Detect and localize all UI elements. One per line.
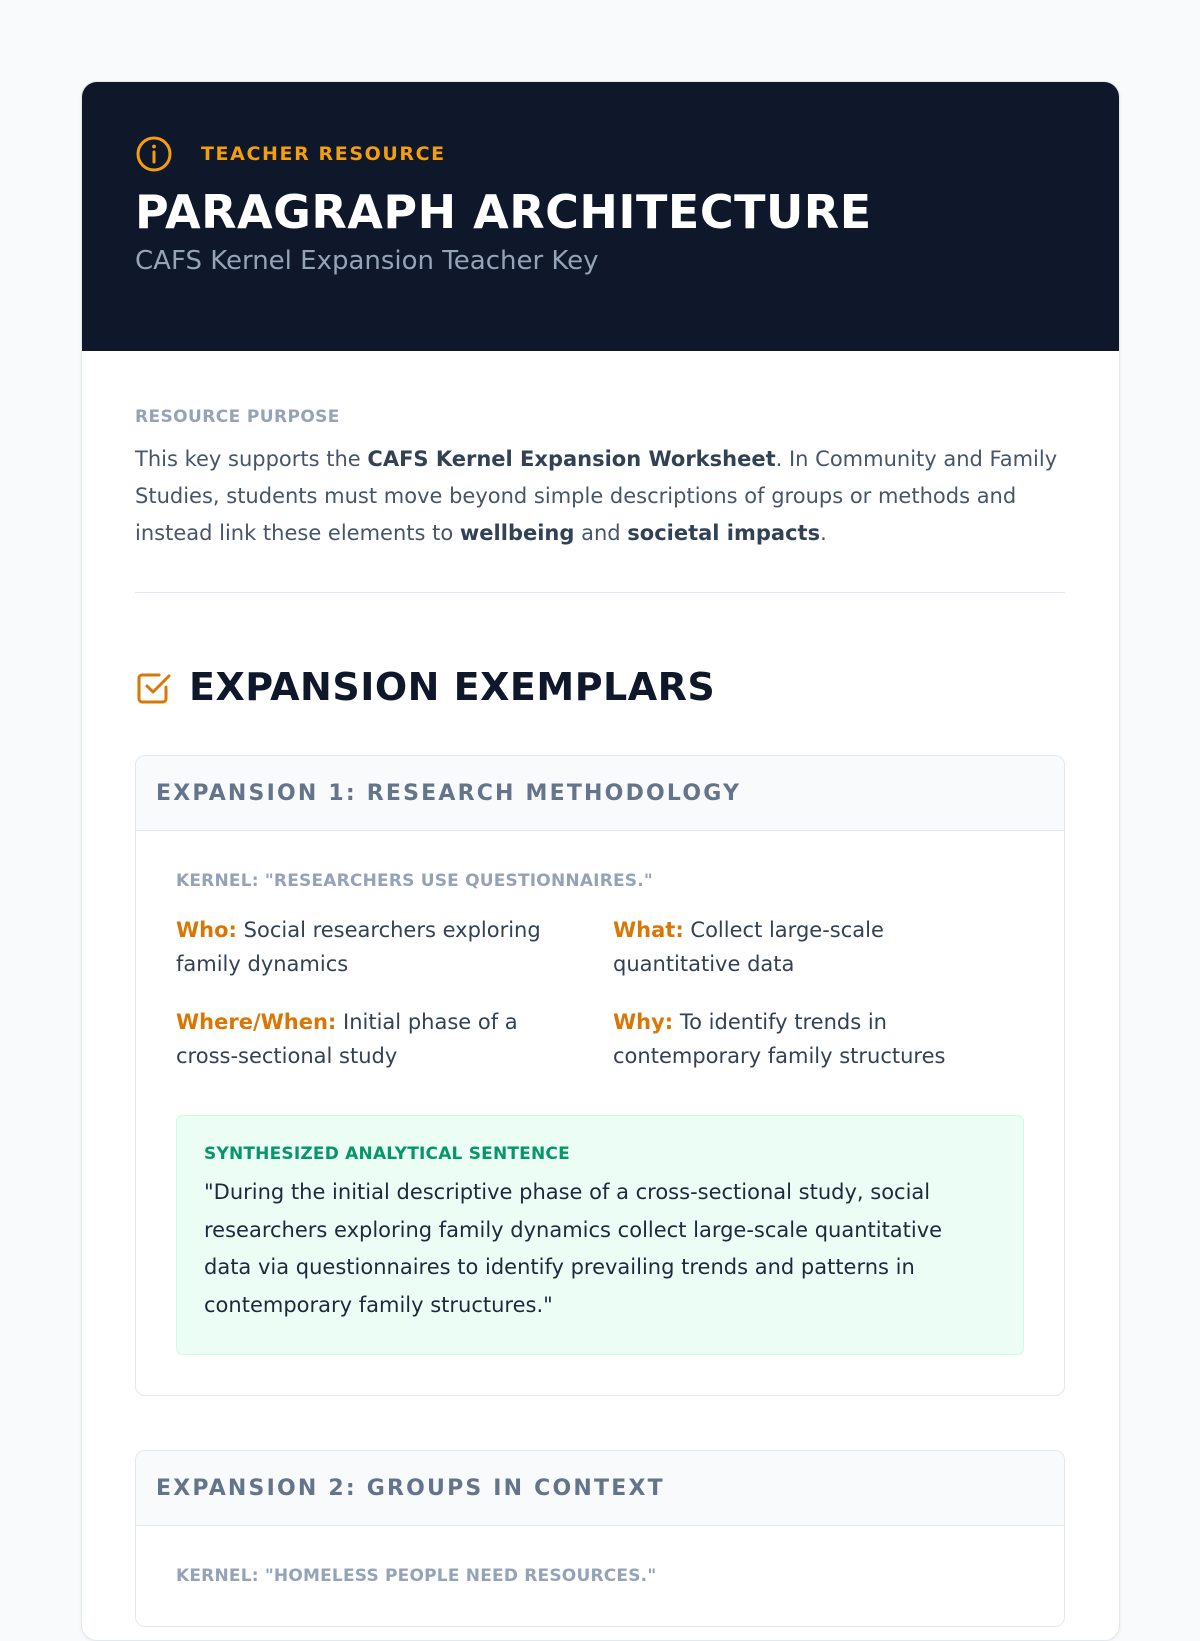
purpose-text-part: and [574,521,628,545]
purpose-bold-wellbeing: wellbeing [459,521,575,545]
kicker-row [135,134,1066,174]
purpose-text-part: This key supports the [135,447,368,471]
expansion-grid [176,913,1024,1073]
resource-header [82,82,1119,351]
who-label: Who: [176,918,237,942]
expansion-heading: EXPANSION 1: RESEARCH METHODOLOGY [136,756,1064,831]
what-label: What: [613,918,684,942]
synthesized-sentence-box [176,1115,1024,1355]
section-title: EXPANSION EXEMPLARS [189,665,716,709]
expansion-heading: EXPANSION 2: GROUPS IN CONTEXT [136,1451,1064,1526]
where-value: Initial phase of a cross-sectional study [176,1010,518,1068]
purpose-text [135,441,1065,552]
page-title: PARAGRAPH ARCHITECTURE [135,185,872,239]
synthesized-label: SYNTHESIZED ANALYTICAL SENTENCE [204,1144,570,1164]
kicker-label: TEACHER RESOURCE [201,143,446,165]
where-label: Where/When: [176,1010,337,1034]
synthesized-text: "During the initial descriptive phase of a cross-sectional study, social researchers exploring family dynamics collect large-scale quantitative data via questionnaires to identify prevailing trends and patterns in contemporary family structures." [204,1180,943,1317]
page-subtitle: CAFS Kernel Expansion Teacher Key [135,246,599,276]
resource-body [82,407,1119,1627]
why-cell [613,1005,1023,1073]
purpose-label: RESOURCE PURPOSE [135,407,340,427]
expansion-body [136,1526,1064,1626]
purpose-text-part: . In Community and Family Studies, students must move beyond simple descriptions of groups or methods and instead link these elements to [135,447,1058,545]
who-value: Social researchers exploring family dynamics [176,918,541,976]
kernel-label: KERNEL: "HOMELESS PEOPLE NEED RESOURCES." [176,1566,657,1586]
what-cell [613,913,1023,981]
why-value: To identify trends in contemporary family structures [613,1010,946,1068]
expansion-card [135,1450,1065,1627]
expansion-body [136,831,1064,1395]
purpose-text-part: . [820,521,827,545]
expansion-card [135,755,1065,1396]
purpose-bold-worksheet: CAFS Kernel Expansion Worksheet [367,447,776,471]
resource-card [81,81,1120,1641]
purpose-bold-societal: societal impacts [627,521,821,545]
info-icon [135,135,173,173]
kernel-label: KERNEL: "RESEARCHERS USE QUESTIONNAIRES." [176,871,653,891]
why-label: Why: [613,1010,674,1034]
who-cell [176,913,613,981]
divider [135,592,1065,593]
checkbox-icon [135,668,173,706]
where-cell [176,1005,613,1073]
what-value: Collect large-scale quantitative data [613,918,884,976]
section-heading [135,665,1066,709]
